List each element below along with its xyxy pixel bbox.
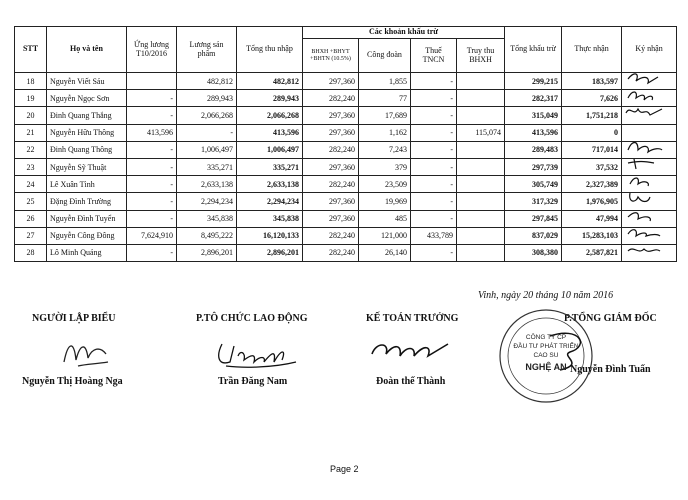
cell-stt: 27 — [15, 227, 47, 244]
role-director: P.TỔNG GIÁM ĐỐC — [564, 313, 657, 324]
cell-tax: - — [411, 244, 457, 261]
date-line: Vinh, ngày 20 tháng 10 năm 2016 — [478, 290, 614, 301]
header-total-income: Tổng thu nhập — [237, 27, 303, 73]
cell-insurance: 297,360 — [303, 124, 359, 141]
cell-insurance: 282,240 — [303, 176, 359, 193]
header-insurance: BHXH +BHYT +BHTN (10.5%) — [303, 39, 359, 73]
cell-total: 1,006,497 — [237, 141, 303, 158]
cell-tax: - — [411, 193, 457, 210]
table-row — [15, 176, 677, 193]
cell-advance: - — [127, 90, 177, 107]
cell-net: 2,327,389 — [562, 176, 622, 193]
cell-tax: - — [411, 90, 457, 107]
cell-name: Nguyễn Sỹ Thuật — [47, 158, 127, 175]
cell-union: 77 — [359, 90, 411, 107]
cell-tax: - — [411, 73, 457, 90]
role-labor: P.TÔ CHỨC LAO ĐỘNG — [196, 313, 308, 324]
accountant-signature — [366, 334, 456, 364]
cell-tax: - — [411, 176, 457, 193]
cell-net: 37,532 — [562, 158, 622, 175]
cell-stt: 21 — [15, 124, 47, 141]
cell-net: 0 — [562, 124, 622, 141]
header-net-pay: Thực nhận — [562, 27, 622, 73]
cell-product: 1,006,497 — [177, 141, 237, 158]
cell-union: 19,969 — [359, 193, 411, 210]
cell-union: 23,509 — [359, 176, 411, 193]
cell-signature — [622, 107, 677, 124]
cell-net: 7,626 — [562, 90, 622, 107]
cell-recovery: 115,074 — [457, 124, 505, 141]
cell-advance: 7,624,910 — [127, 227, 177, 244]
cell-net: 15,283,103 — [562, 227, 622, 244]
cell-advance: - — [127, 176, 177, 193]
cell-insurance: 282,240 — [303, 90, 359, 107]
cell-tax: - — [411, 107, 457, 124]
cell-stt: 18 — [15, 73, 47, 90]
cell-total_deduction: 297,739 — [505, 158, 562, 175]
cell-stt: 19 — [15, 90, 47, 107]
stamp-line-1: CÔNG TY CP — [525, 334, 567, 341]
header-deductions-group: Các khoản khấu trừ — [303, 27, 505, 39]
cell-tax: - — [411, 158, 457, 175]
labor-signature — [212, 332, 302, 372]
cell-product: 289,943 — [177, 90, 237, 107]
header-tax: Thuế TNCN — [411, 39, 457, 73]
cell-product: 8,495,222 — [177, 227, 237, 244]
cell-product: 482,812 — [177, 73, 237, 90]
cell-total_deduction: 413,596 — [505, 124, 562, 141]
cell-advance — [127, 73, 177, 90]
role-accountant: KẾ TOÁN TRƯỞNG — [366, 313, 459, 324]
cell-tax: - — [411, 141, 457, 158]
cell-recovery — [457, 176, 505, 193]
cell-recovery — [457, 73, 505, 90]
cell-stt: 26 — [15, 210, 47, 227]
cell-total_deduction: 317,329 — [505, 193, 562, 210]
cell-name: Nguyễn Ngọc Sơn — [47, 90, 127, 107]
cell-net: 183,597 — [562, 73, 622, 90]
cell-insurance: 282,240 — [303, 141, 359, 158]
cell-total_deduction: 297,845 — [505, 210, 562, 227]
table-row — [15, 73, 677, 90]
header-name: Họ và tên — [47, 27, 127, 73]
cell-total_deduction: 305,749 — [505, 176, 562, 193]
cell-name: Lê Xuân Tình — [47, 176, 127, 193]
cell-total: 2,633,138 — [237, 176, 303, 193]
preparer-signature — [56, 334, 116, 374]
cell-name: Nguyễn Công Đông — [47, 227, 127, 244]
cell-recovery — [457, 227, 505, 244]
cell-union: 17,689 — [359, 107, 411, 124]
table-row — [15, 141, 677, 158]
row-signature-mark — [624, 241, 670, 261]
cell-product: 335,271 — [177, 158, 237, 175]
stamp-line-2: ĐẦU TƯ PHÁT TRIỂN — [513, 343, 579, 350]
cell-advance: - — [127, 210, 177, 227]
cell-insurance: 297,360 — [303, 158, 359, 175]
cell-insurance: 282,240 — [303, 244, 359, 261]
cell-insurance: 297,360 — [303, 210, 359, 227]
cell-union: 485 — [359, 210, 411, 227]
cell-stt: 20 — [15, 107, 47, 124]
table-row — [15, 227, 677, 244]
cell-total: 2,896,201 — [237, 244, 303, 261]
cell-recovery — [457, 193, 505, 210]
cell-product: 2,066,268 — [177, 107, 237, 124]
cell-total_deduction: 299,215 — [505, 73, 562, 90]
cell-union: 7,243 — [359, 141, 411, 158]
cell-tax: - — [411, 124, 457, 141]
cell-stt: 23 — [15, 158, 47, 175]
cell-tax: - — [411, 210, 457, 227]
cell-recovery — [457, 158, 505, 175]
cell-signature — [622, 244, 677, 261]
cell-insurance: 297,360 — [303, 107, 359, 124]
cell-insurance: 282,240 — [303, 227, 359, 244]
cell-advance: - — [127, 158, 177, 175]
name-labor: Trần Đăng Nam — [218, 376, 288, 387]
row-signature-mark — [624, 103, 670, 123]
cell-stt: 24 — [15, 176, 47, 193]
cell-name: Lô Minh Quảng — [47, 244, 127, 261]
name-preparer: Nguyễn Thị Hoàng Nga — [22, 376, 123, 387]
header-insurance-recovery: Truy thu BHXH — [457, 39, 505, 73]
header-union-fee: Công đoàn — [359, 39, 411, 73]
cell-total: 413,596 — [237, 124, 303, 141]
cell-product: 345,838 — [177, 210, 237, 227]
cell-insurance: 297,360 — [303, 193, 359, 210]
cell-name: Nguyễn Hữu Thông — [47, 124, 127, 141]
cell-advance: - — [127, 193, 177, 210]
cell-total_deduction: 308,380 — [505, 244, 562, 261]
role-preparer: NGƯỜI LẬP BIỂU — [32, 313, 116, 324]
cell-stt: 25 — [15, 193, 47, 210]
table-row — [15, 210, 677, 227]
cell-name: Nguyễn Viết Sáu — [47, 73, 127, 90]
cell-advance: 413,596 — [127, 124, 177, 141]
company-stamp — [490, 306, 602, 406]
cell-total: 345,838 — [237, 210, 303, 227]
cell-insurance: 297,360 — [303, 73, 359, 90]
stamp-line-3: CAO SU — [533, 352, 559, 359]
cell-recovery — [457, 244, 505, 261]
cell-name: Đinh Quang Thông — [47, 141, 127, 158]
header-stt: STT — [15, 27, 47, 73]
cell-product: - — [177, 124, 237, 141]
cell-total: 16,120,133 — [237, 227, 303, 244]
cell-total_deduction: 282,317 — [505, 90, 562, 107]
cell-union: 121,000 — [359, 227, 411, 244]
cell-total: 2,294,234 — [237, 193, 303, 210]
cell-total: 335,271 — [237, 158, 303, 175]
table-row — [15, 90, 677, 107]
page-number: Page 2 — [330, 464, 359, 474]
cell-advance: - — [127, 141, 177, 158]
cell-total_deduction: 837,029 — [505, 227, 562, 244]
cell-advance: - — [127, 107, 177, 124]
name-director: Nguyễn Đình Tuấn — [570, 364, 651, 375]
cell-advance: - — [127, 244, 177, 261]
table-row — [15, 124, 677, 141]
stamp-line-4: NGHỆ AN — [525, 362, 567, 372]
cell-recovery — [457, 107, 505, 124]
cell-product: 2,294,234 — [177, 193, 237, 210]
header-total-deduction: Tổng khấu trừ — [505, 27, 562, 73]
cell-total_deduction: 315,049 — [505, 107, 562, 124]
cell-total: 289,943 — [237, 90, 303, 107]
cell-tax: 433,789 — [411, 227, 457, 244]
cell-net: 1,751,218 — [562, 107, 622, 124]
table-row — [15, 244, 677, 261]
payroll-table — [14, 26, 677, 262]
cell-stt: 22 — [15, 141, 47, 158]
cell-product: 2,896,201 — [177, 244, 237, 261]
cell-net: 47,994 — [562, 210, 622, 227]
table-row — [15, 193, 677, 210]
name-accountant: Đoàn thế Thành — [376, 376, 446, 387]
cell-net: 1,976,905 — [562, 193, 622, 210]
cell-net: 717,014 — [562, 141, 622, 158]
cell-name: Nguyễn Đình Tuyển — [47, 210, 127, 227]
cell-union: 379 — [359, 158, 411, 175]
payroll-rows — [15, 73, 677, 262]
cell-total: 482,812 — [237, 73, 303, 90]
cell-union: 1,855 — [359, 73, 411, 90]
table-row — [15, 107, 677, 124]
cell-net: 2,587,821 — [562, 244, 622, 261]
cell-recovery — [457, 141, 505, 158]
cell-stt: 28 — [15, 244, 47, 261]
cell-name: Đặng Đình Trường — [47, 193, 127, 210]
cell-recovery — [457, 90, 505, 107]
cell-name: Đinh Quang Thắng — [47, 107, 127, 124]
cell-recovery — [457, 210, 505, 227]
cell-union: 26,140 — [359, 244, 411, 261]
cell-total: 2,066,268 — [237, 107, 303, 124]
header-product-salary: Lương sản phẩm — [177, 27, 237, 73]
cell-union: 1,162 — [359, 124, 411, 141]
header-advance: Ứng lương T10/2016 — [127, 27, 177, 73]
cell-total_deduction: 289,483 — [505, 141, 562, 158]
cell-product: 2,633,138 — [177, 176, 237, 193]
header-signature: Ký nhận — [622, 27, 677, 73]
table-row — [15, 158, 677, 175]
